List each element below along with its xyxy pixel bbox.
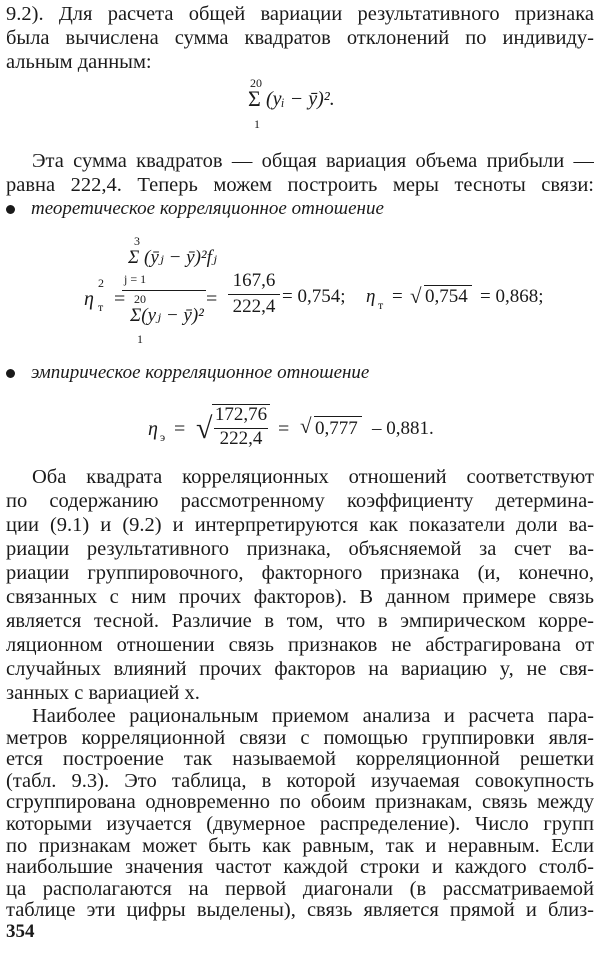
document-page: 9.2). Для расчета общей вариации результативного признака была вычислена сумма квадратов отклонений по индивиду- альным данным: 20 Σ (yᵢ − ȳ)². 1 Эта сумма квадратов — общая вариация объема прибыли — равна 222,4. Теперь можем построить меры тесноты связи: теоретическое корреляционное отношение η 2 т = 3 Σ (ȳⱼ − ȳ)²fⱼ j = 1 20 Σ(yⱼ − ȳ)² 1 = 167,6 222,4 = 0,754; η т = √ 0,754 = 0,868; эмпирическое корреляционное отношение η э = √ 172,76 222,4 = √ 0,777 – 0,881. Оба квадрата корреляционных отношений соответствуют по содержанию рассмотренному коэффициенту детермина- ции (9.1) и (9.2) и интерпретируются как показатели доли ва- риации результативного признака, объясняемой за счет ва- риации группировочного, факторного признака (и, конечно, связанных с ним прочих факторов). В данном примере связь является тесной. Различие в том, что в эмпирическом корре- ляционном отношении связь признаков не абстрагирована от случайных влияний прочих факторов на вариацию y, не свя- занных с вариацией x. Наиболее рациональным приемом анализа и расчета пара- метров корреляционной связи с помощью группировки явля- ется построение так называемой корреляционной решетки (табл. 9.3). Это таблица, в которой изучаемая совокупность сгруппирована одновременно по обоим признакам, связь между которыми изучается (двумерное распределение). Число групп по признакам может быть как равным, так и неравным. Если наибольшие значения частот каждой строки и каждого столб- ца располагаются на первой диагонали (в рассматриваемой таблице эти цифры выделены), связь является прямой и близ- 354 bbox=[6, 3, 594, 942]
text-line: ции (9.1) и (9.2) и интерпретируются как показатели доли ва- bbox=[6, 514, 594, 536]
text-line: ца располагаются на первой диагонали (в рассматриваемой bbox=[6, 877, 594, 900]
sqrt-bar bbox=[314, 416, 362, 417]
text-line: которыми изучается (двумерное распределение). Число групп bbox=[6, 813, 594, 835]
text-line: метров корреляционной связи с помощью группировки явля- bbox=[6, 726, 594, 749]
text-line: сгруппирована одновременно по обоим признакам, связь между bbox=[6, 791, 594, 814]
fraction-bar bbox=[122, 290, 206, 291]
text-line: 9.2). Для расчета общей вариации результативного признака bbox=[6, 3, 594, 25]
bullet-dot-icon bbox=[6, 369, 15, 378]
fraction-bar bbox=[228, 294, 280, 295]
text-line: (табл. 9.3). Это таблица, в которой изучаемая совокупность bbox=[6, 769, 594, 792]
text-line: является тесной. Различие в том, что в эмпирическом корре- bbox=[6, 610, 594, 632]
text-line: риации результативного признака, объясняемой за счет ва- bbox=[6, 538, 594, 560]
text-line: случайных влияний прочих факторов на вариацию y, не свя- bbox=[6, 658, 594, 680]
page-number: 354 bbox=[6, 921, 35, 942]
text-line: Наиболее рациональным приемом анализа и расчета пара- bbox=[32, 705, 594, 727]
text-line: ляционном отношении связь признаков не абстрагирована от bbox=[6, 634, 594, 656]
bullet-item: эмпирическое корреляционное отношение bbox=[6, 361, 369, 385]
text-line: по признакам может быть как равным, так и неравным. Если bbox=[6, 834, 594, 857]
text-line: равна 222,4. Теперь можем построить меры тесноты связи: bbox=[6, 174, 594, 196]
text-line: была вычислена сумма квадратов отклонений по индивиду- bbox=[6, 27, 594, 49]
text-line: ется построение так называемой корреляционной решетки bbox=[6, 748, 594, 771]
text-line: таблице эти цифры выделены), связь является прямой и близ- bbox=[6, 899, 594, 922]
bullet-item: теоретическое корреляционное отношение bbox=[6, 197, 384, 221]
text-line: по содержанию рассмотренному коэффициенту детермина- bbox=[6, 490, 594, 512]
text-line: Эта сумма квадратов — общая вариация объема прибыли — bbox=[32, 150, 594, 172]
text-line: занных с вариацией x. bbox=[6, 682, 200, 704]
text-line: связанных с ним прочих факторов). В данном примере связь bbox=[6, 586, 594, 608]
text-line: риации группировочного, факторного признака (и, конечно, bbox=[6, 562, 594, 584]
bullet-dot-icon bbox=[6, 205, 15, 214]
text-line: наибольшие значения частот каждой строки и каждого столб- bbox=[6, 856, 594, 879]
text-line: Оба квадрата корреляционных отношений соответствуют bbox=[32, 466, 594, 488]
text-line: альным данным: bbox=[6, 51, 152, 73]
